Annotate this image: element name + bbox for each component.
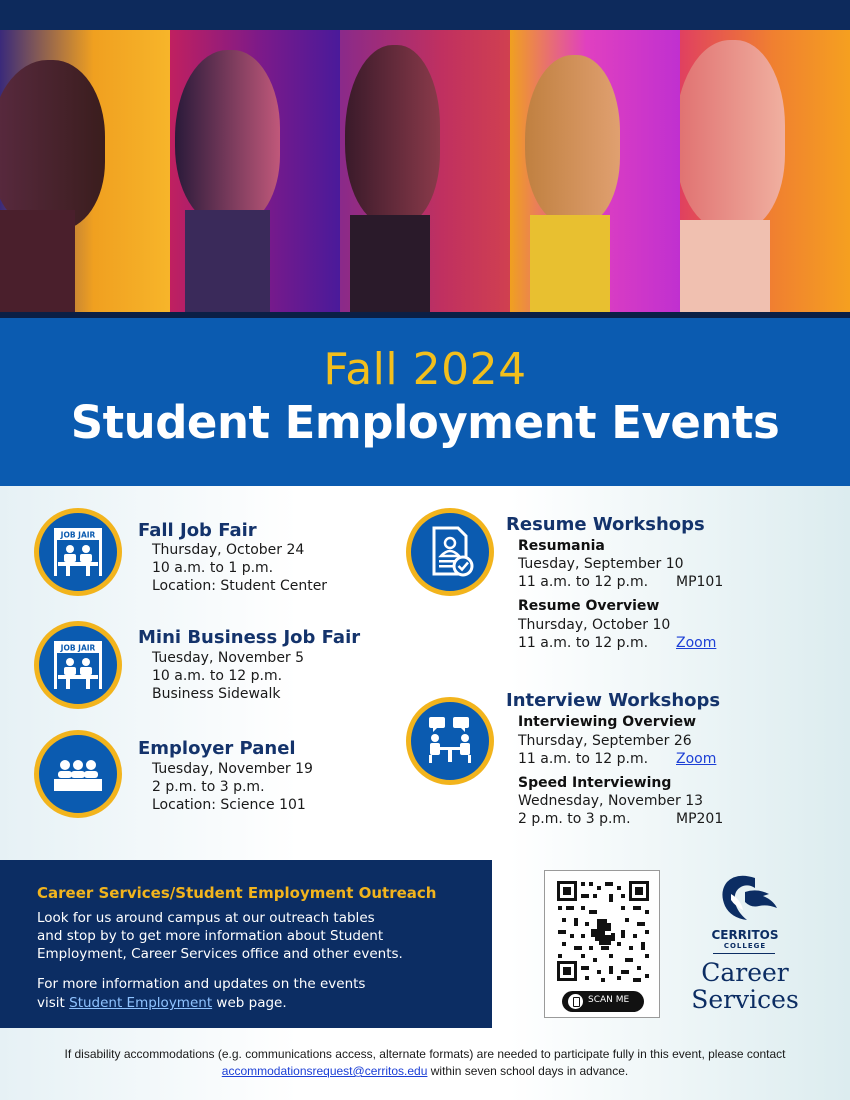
qr-code-image[interactable] — [555, 879, 651, 983]
accessibility-note: If disability accommodations (e.g. communications access, alternate formats) are needed to participate fully in this event, please contact — [64, 1047, 786, 1061]
event-title-employer-panel: Employer Panel — [138, 738, 296, 759]
logo-college-name: CERRITOS — [711, 928, 779, 942]
outreach-visit-line — [37, 995, 287, 1011]
accessibility-deadline: within seven school days in advance. — [430, 1064, 629, 1078]
zoom-link[interactable]: Zoom — [676, 635, 717, 651]
session-date: Thursday, September 26 — [518, 733, 692, 749]
session-date: Thursday, October 10 — [518, 617, 671, 633]
session-date: Wednesday, November 13 — [518, 793, 704, 809]
session-room: MP201 — [676, 811, 724, 827]
logo-dept-line2: Services — [691, 985, 799, 1014]
svg-text:JOB JAIR: JOB JAIR — [60, 530, 96, 540]
scan-me-label: SCAN ME — [588, 995, 630, 1005]
logo-divider — [713, 953, 775, 954]
event-location: Location: Student Center — [152, 578, 328, 594]
job-fair-booth-icon — [34, 508, 122, 596]
session-room: MP101 — [676, 574, 724, 590]
portrait-photo-5 — [680, 30, 850, 314]
resume-check-icon — [406, 508, 494, 596]
phone-icon — [568, 994, 583, 1009]
outreach-visit-suffix: web page. — [216, 995, 287, 1011]
zoom-link[interactable]: Zoom — [676, 751, 717, 767]
session-name: Resume Overview — [518, 598, 660, 614]
session-date: Tuesday, September 10 — [518, 556, 684, 572]
event-title-mini-business-job-fair: Mini Business Job Fair — [138, 627, 361, 648]
scan-me-button[interactable] — [562, 991, 644, 1012]
event-title-fall-job-fair: Fall Job Fair — [138, 520, 257, 541]
outreach-more-info: For more information and updates on the events — [37, 976, 366, 992]
event-date: Thursday, October 24 — [152, 542, 305, 558]
section-title-interview-workshops: Interview Workshops — [506, 690, 721, 711]
session-time: 11 a.m. to 12 p.m. — [518, 574, 649, 590]
outreach-text-line: Look for us around campus at our outreach tables — [37, 910, 375, 926]
outreach-text-line: Employment, Career Services office and other events. — [37, 946, 403, 962]
job-fair-booth-icon — [34, 621, 122, 709]
portrait-photo-4 — [510, 30, 680, 314]
portrait-photo-3 — [340, 30, 510, 314]
outreach-title: Career Services/Student Employment Outreach — [37, 884, 437, 902]
event-date: Tuesday, November 5 — [152, 650, 305, 666]
session-time: 2 p.m. to 3 p.m. — [518, 811, 631, 827]
accessibility-contact-line — [30, 1064, 820, 1078]
outreach-visit-prefix: visit — [37, 995, 65, 1011]
session-time: 11 a.m. to 12 p.m. — [518, 635, 649, 651]
event-date: Tuesday, November 19 — [152, 761, 313, 777]
logo-dept-line1: Career — [701, 958, 789, 987]
event-time: 10 a.m. to 1 p.m. — [152, 560, 274, 576]
session-name: Interviewing Overview — [518, 714, 697, 730]
outreach-box — [0, 860, 492, 1028]
header-photo-strip — [0, 30, 850, 314]
event-location: Location: Science 101 — [152, 797, 306, 813]
falcon-icon — [685, 870, 805, 926]
title-band — [0, 318, 850, 486]
outreach-text-line: and stop by to get more information about Student — [37, 928, 384, 944]
cerritos-career-services-logo — [685, 870, 805, 1020]
event-time: 10 a.m. to 12 p.m. — [152, 668, 283, 684]
session-name: Resumania — [518, 538, 605, 554]
top-bar — [0, 0, 850, 30]
title-season: Fall 2024 — [323, 344, 527, 395]
session-time: 11 a.m. to 12 p.m. — [518, 751, 649, 767]
svg-text:JOB JAIR: JOB JAIR — [60, 643, 96, 653]
section-title-resume-workshops: Resume Workshops — [506, 514, 705, 535]
qr-card — [544, 870, 660, 1018]
event-time: 2 p.m. to 3 p.m. — [152, 779, 265, 795]
panel-table-icon — [34, 730, 122, 818]
portrait-photo-2 — [170, 30, 340, 314]
accommodations-email-link[interactable]: accommodationsrequest@cerritos.edu — [221, 1064, 428, 1078]
logo-college-word: COLLEGE — [723, 942, 767, 950]
portrait-photo-1 — [0, 30, 170, 314]
session-name: Speed Interviewing — [518, 775, 672, 791]
student-employment-link[interactable]: Student Employment — [69, 995, 213, 1011]
page-title: Student Employment Events — [70, 396, 780, 449]
interview-conversation-icon — [406, 697, 494, 785]
event-location: Business Sidewalk — [152, 686, 281, 702]
